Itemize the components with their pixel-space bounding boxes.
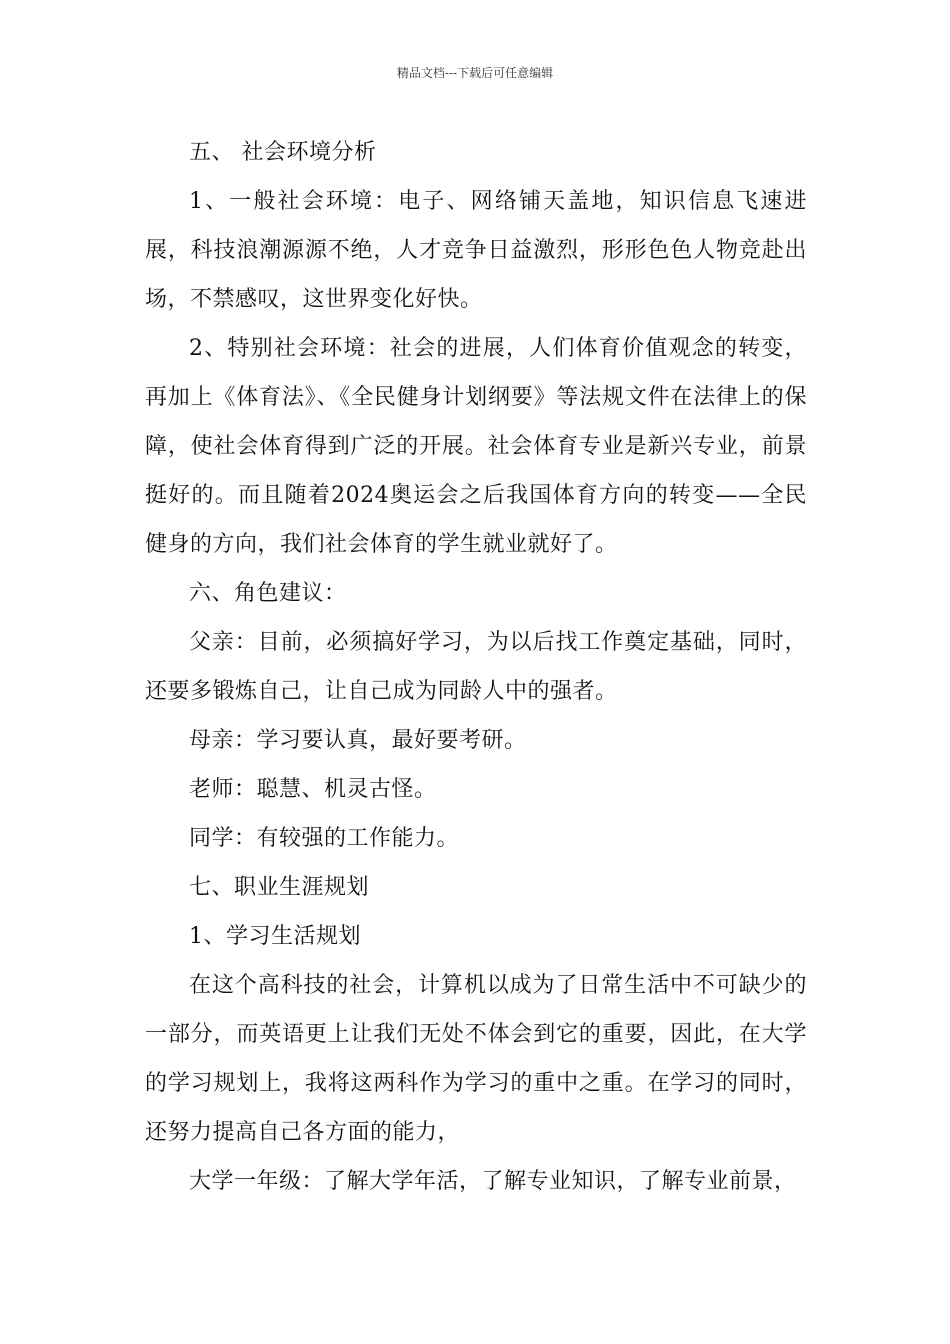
document-body	[145, 128, 807, 1206]
section-heading-7: 七、职业生涯规划	[189, 875, 370, 900]
paragraph-teacher: 老师：聪慧、机灵古怪。	[189, 777, 437, 802]
paragraph-first-year: 大学一年级：了解大学年活，了解专业知识，了解专业前景，	[189, 1169, 797, 1194]
paragraph-mother: 母亲：学习要认真，最好要考研。	[189, 728, 527, 753]
paragraph-general-environment: 1、一般社会环境：电子、网络铺天盖地，知识信息飞速进展，科技浪潮源源不绝，人才竞争日益激烈，形形色色人物竞赴出场，不禁感叹，这世界变化好快。	[145, 189, 807, 312]
section-heading-6: 六、角色建议：	[189, 581, 347, 606]
page-header: 精品文档---下载后可任意编辑	[396, 66, 554, 80]
subsection-heading-study-plan: 1、学习生活规划	[189, 924, 361, 949]
paragraph-father: 父亲：目前，必须搞好学习，为以后找工作奠定基础，同时，还要多锻炼自己，让自己成为同龄人中的强者。	[145, 630, 807, 704]
paragraph-study-plan: 在这个高科技的社会，计算机以成为了日常生活中不可缺少的一部分，而英语更上让我们无处不体会到它的重要，因此，在大学的学习规划上，我将这两科作为学习的重中之重。在学习的同时，还努力提高自己各方面的能力，	[145, 973, 807, 1145]
section-heading-5: 五、 社会环境分析	[189, 140, 377, 165]
paragraph-classmate: 同学：有较强的工作能力。	[189, 826, 460, 851]
paragraph-special-environment: 2、特别社会环境：社会的进展，人们体育价值观念的转变，再加上《体育法》、《全民健身计划纲要》等法规文件在法律上的保障，使社会体育得到广泛的开展。社会体育专业是新兴专业，前景挺好的。而且随着2024奥运会之后我国体育方向的转变——全民健身的方向，我们社会体育的学生就业就好了。	[145, 336, 807, 557]
